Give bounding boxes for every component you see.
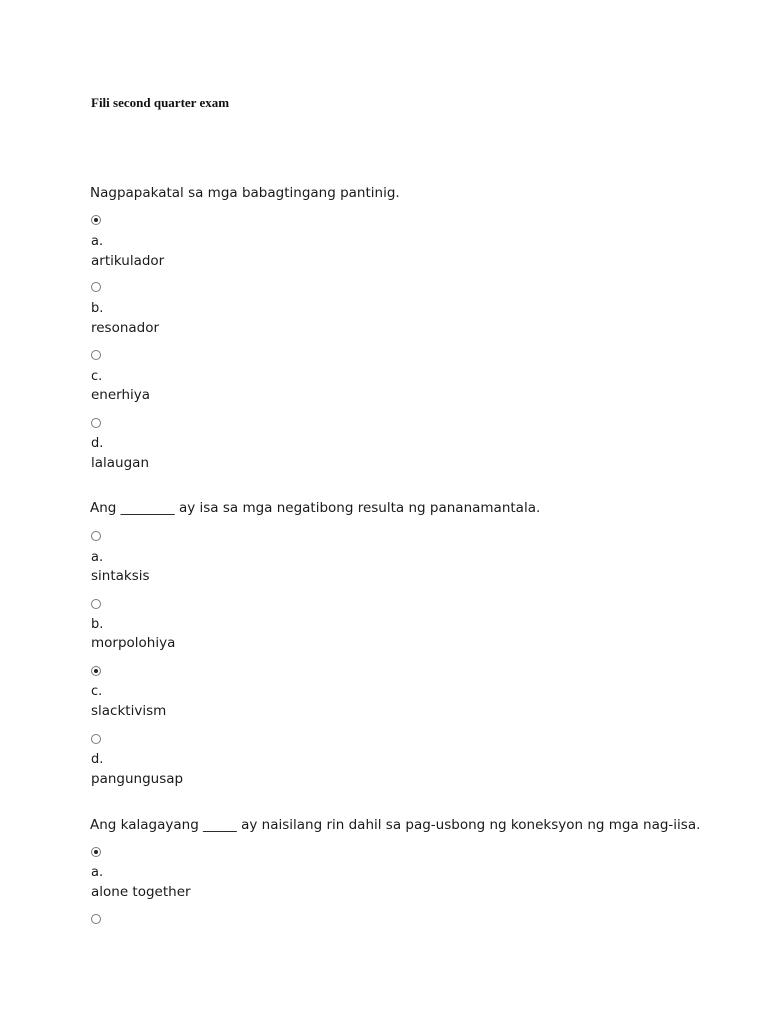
question-3-option-a-letter: a. [91, 865, 104, 880]
question-1-option-d-radio[interactable] [91, 418, 101, 428]
question-2-option-d-radio[interactable] [91, 734, 101, 744]
question-2-text: Ang ________ ay isa sa mga negatibong resulta ng pananamantala. [90, 500, 541, 516]
question-2-option-c-letter: c. [91, 684, 103, 699]
question-2-option-a-letter: a. [91, 550, 104, 565]
question-3-option-a-answer: alone together [91, 884, 191, 900]
question-2-option-b-letter: b. [91, 617, 104, 632]
question-2-option-a-answer: sintaksis [91, 568, 150, 584]
question-1-option-b-answer: resonador [91, 320, 160, 336]
question-1-option-c-radio[interactable] [91, 350, 101, 360]
question-2-option-b-answer: morpolohiya [91, 635, 176, 651]
question-2-option-d-letter: d. [91, 752, 104, 767]
question-2-option-d-answer: pangungusap [91, 771, 184, 787]
question-2-option-b-radio[interactable] [91, 599, 101, 609]
question-1-option-b-letter: b. [91, 301, 104, 316]
question-1-option-a-radio[interactable] [91, 215, 101, 225]
page-title: Fili second quarter exam [91, 95, 230, 110]
question-3-option-a-radio[interactable] [91, 847, 101, 857]
question-2-option-a-radio[interactable] [91, 531, 101, 541]
question-3-text: Ang kalagayang _____ ay naisilang rin dahil sa pag-usbong ng koneksyon ng mga nag-iisa. [90, 817, 701, 833]
question-1-option-a-letter: a. [91, 234, 104, 249]
question-1-text: Nagpapakatal sa mga babagtingang pantinig. [90, 185, 400, 201]
question-1-option-d-answer: lalaugan [91, 455, 150, 471]
question-1-option-c-answer: enerhiya [91, 387, 151, 403]
question-3-option-b-radio[interactable] [91, 914, 101, 924]
question-1-option-a-answer: artikulador [91, 253, 165, 269]
question-1-option-c-letter: c. [91, 369, 103, 384]
question-1-option-d-letter: d. [91, 436, 104, 451]
question-1-option-b-radio[interactable] [91, 282, 101, 292]
question-2-option-c-radio[interactable] [91, 666, 101, 676]
question-2-option-c-answer: slacktivism [91, 703, 167, 719]
